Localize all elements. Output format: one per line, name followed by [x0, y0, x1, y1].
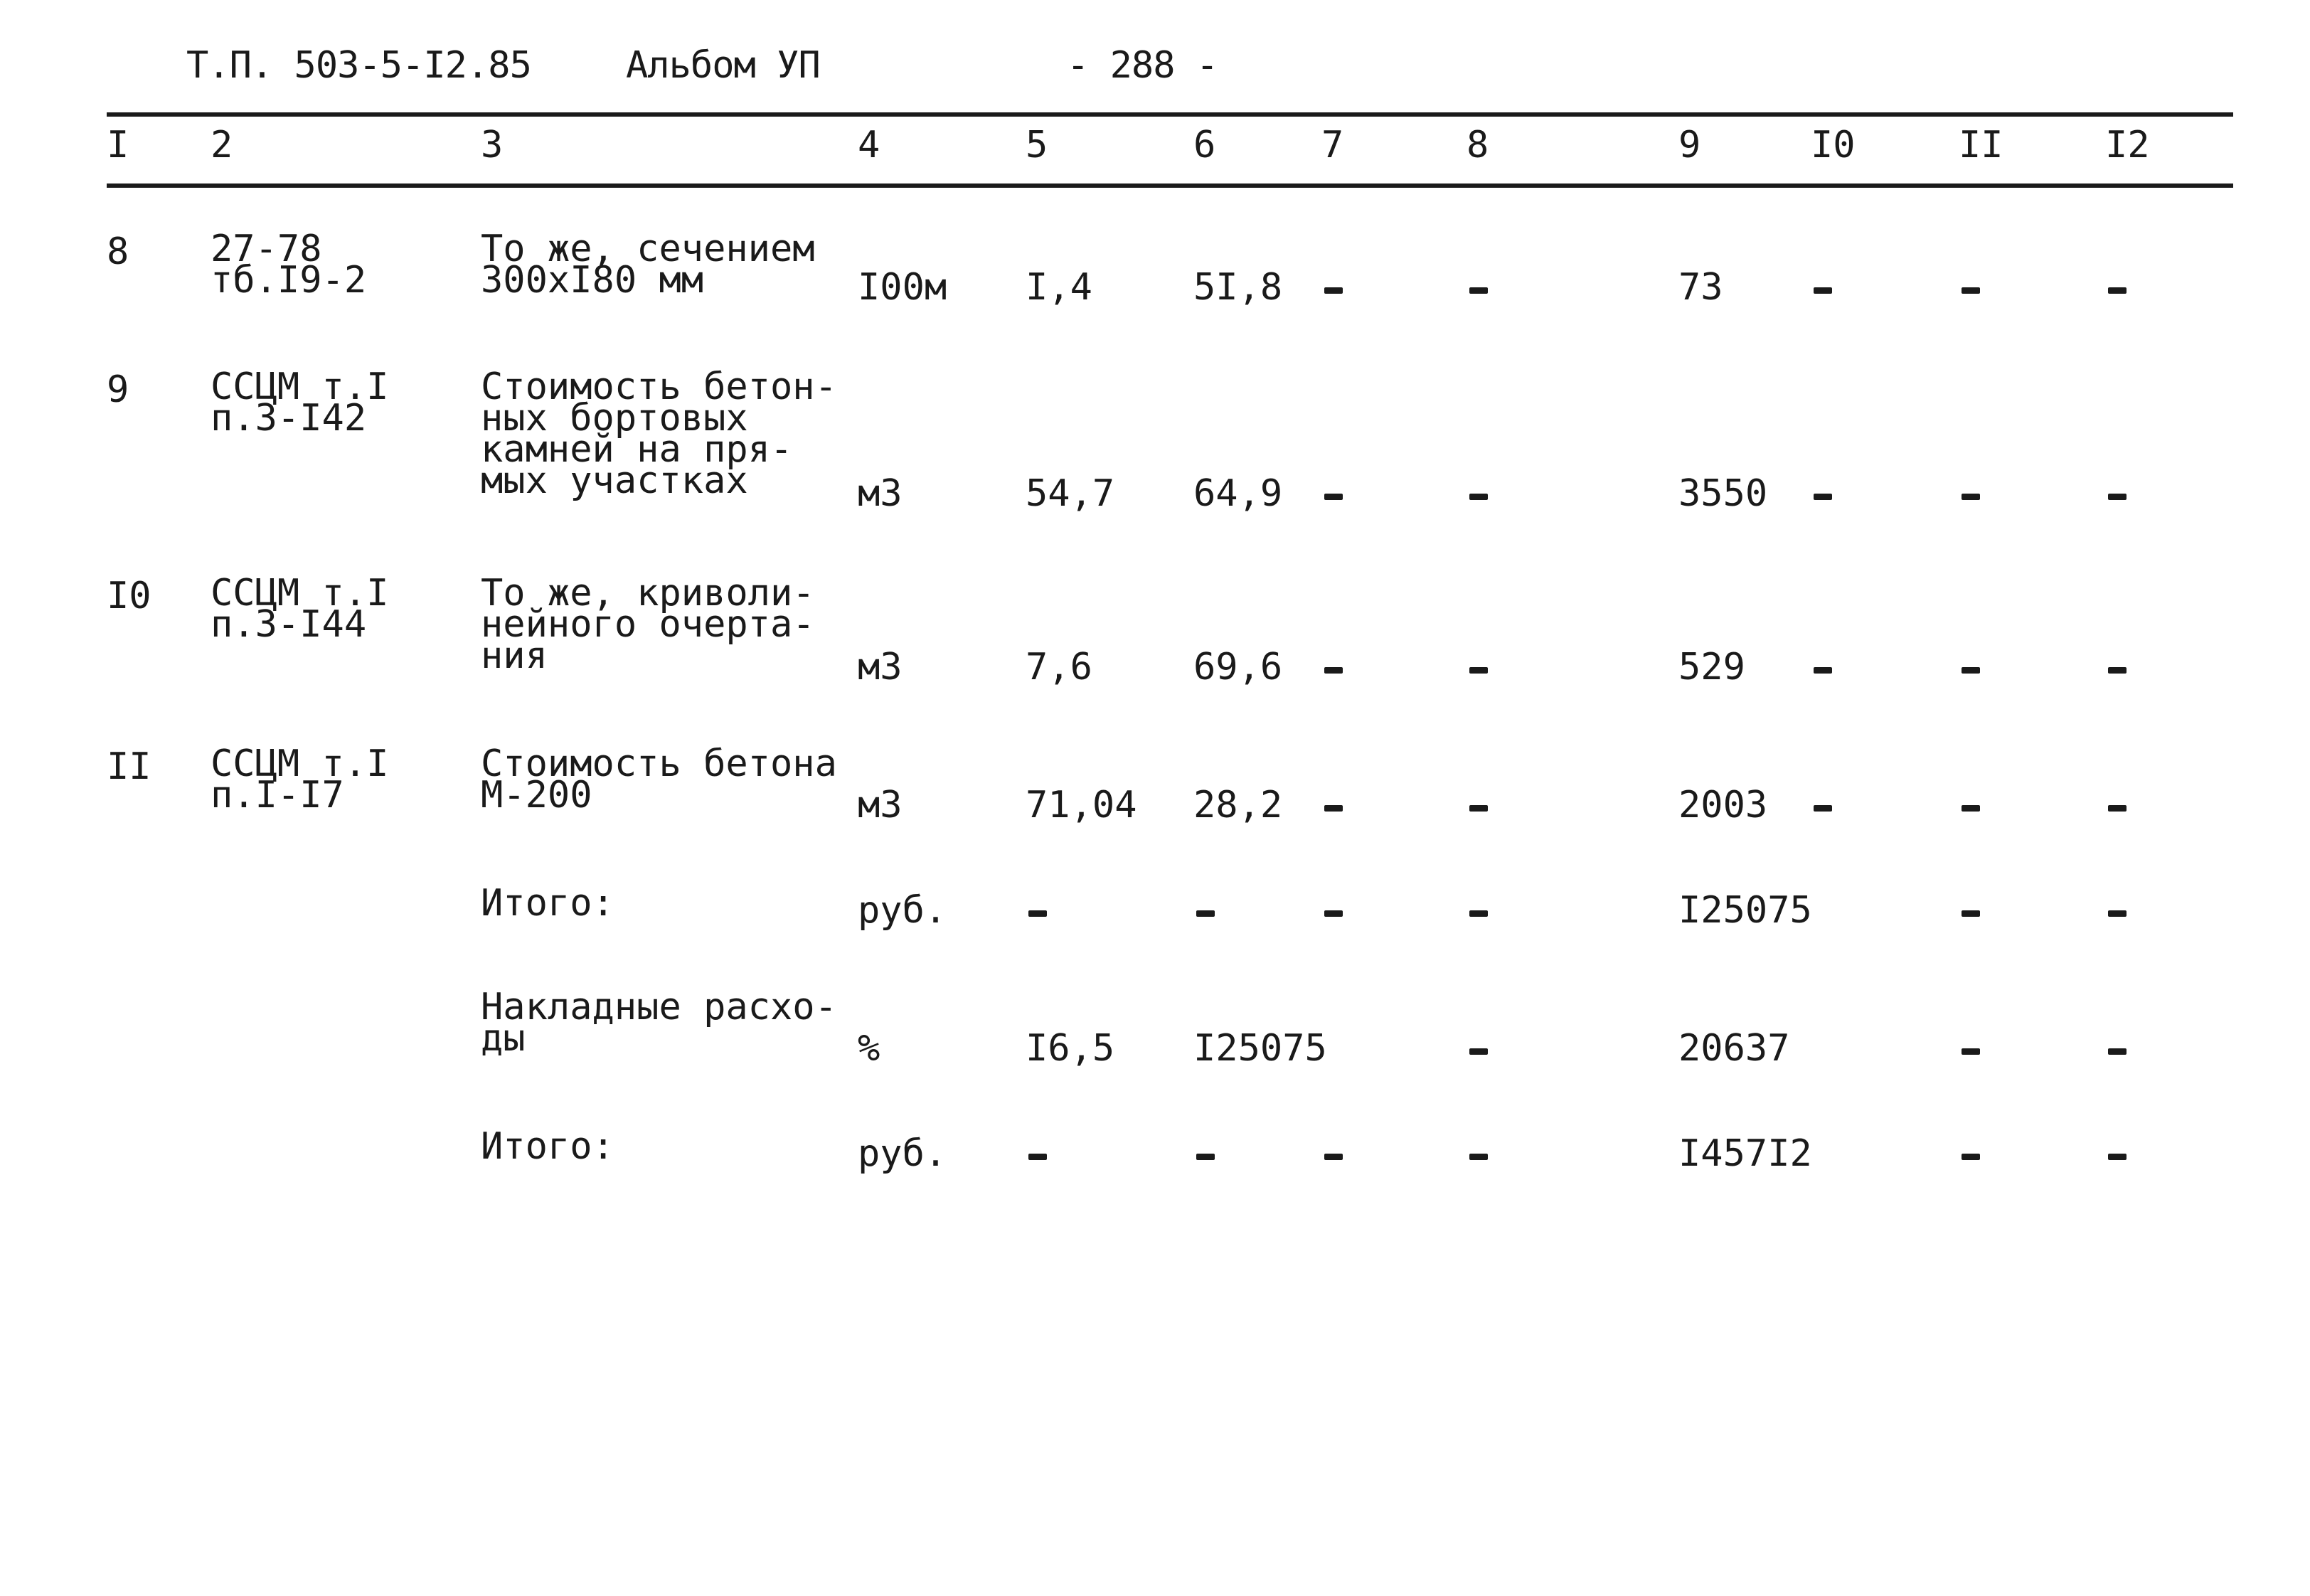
- row-quantity: 71,04: [1026, 784, 1137, 826]
- row-col10-dash: [1814, 667, 1832, 674]
- row-description: То же, криволи- нейного очерта- ния: [481, 572, 815, 677]
- column-number-11: II: [1959, 124, 2003, 166]
- row-col8-dash: [1469, 910, 1488, 917]
- page-number: - 288 -: [1067, 44, 1218, 87]
- row-col12-dash: [2108, 910, 2127, 917]
- column-number-4: 4: [858, 124, 880, 166]
- row-reference: 27-78 тб.I9-2: [211, 228, 367, 302]
- row-description: То же, сечением 300хI80 мм: [481, 228, 815, 302]
- row-unit-price-dash: [1196, 910, 1215, 917]
- row-col10-dash: [1814, 494, 1832, 500]
- row-quantity: 54,7: [1026, 472, 1115, 515]
- row-col12-dash: [2108, 805, 2127, 812]
- column-number-1: I: [107, 124, 129, 166]
- row-col11-dash: [1962, 494, 1980, 500]
- row-col7-dash: [1324, 287, 1343, 294]
- row-col12-dash: [2108, 667, 2127, 674]
- row-description: Накладные расхо- ды: [481, 986, 837, 1060]
- column-number-9: 9: [1678, 124, 1701, 166]
- row-col12-dash: [2108, 287, 2127, 294]
- row-total-cost: 3550: [1678, 472, 1768, 515]
- row-unit: м3: [858, 646, 903, 688]
- row-col12-dash: [2108, 494, 2127, 500]
- table-header-rule: [107, 183, 2233, 188]
- row-quantity: I,4: [1026, 266, 1092, 309]
- row-col8-dash: [1469, 287, 1488, 294]
- column-number-5: 5: [1026, 124, 1048, 166]
- row-col11-dash: [1962, 910, 1980, 917]
- row-total-cost: 2003: [1678, 784, 1768, 826]
- row-total-cost: I25075: [1678, 889, 1812, 932]
- row-col8-dash: [1469, 1048, 1488, 1055]
- row-unit: I00м: [858, 266, 947, 309]
- row-col7-dash: [1324, 910, 1343, 917]
- row-col7-dash: [1324, 1154, 1343, 1160]
- row-reference: ССЦМ т.I п.3-I44: [211, 572, 389, 646]
- row-col8-dash: [1469, 667, 1488, 674]
- row-unit-price: I25075: [1193, 1027, 1327, 1070]
- row-quantity: 7,6: [1026, 646, 1092, 688]
- row-col11-dash: [1962, 667, 1980, 674]
- row-col11-dash: [1962, 805, 1980, 812]
- row-col11-dash: [1962, 1154, 1980, 1160]
- row-total-cost: 20637: [1678, 1027, 1790, 1070]
- row-col7-dash: [1324, 494, 1343, 500]
- column-number-3: 3: [481, 124, 504, 166]
- row-description: Стоимость бетон- ных бортовых камней на пря- мых участках: [481, 366, 837, 502]
- row-unit: м3: [858, 472, 903, 515]
- row-unit-price: 28,2: [1193, 784, 1283, 826]
- row-unit: руб.: [858, 889, 947, 932]
- row-col11-dash: [1962, 287, 1980, 294]
- column-number-10: I0: [1811, 124, 1856, 166]
- row-total-cost: 73: [1678, 266, 1723, 309]
- row-quantity-dash: [1028, 1154, 1047, 1160]
- row-reference: ССЦМ т.I п.I-I7: [211, 743, 389, 816]
- row-total-cost: 529: [1678, 646, 1745, 688]
- row-col8-dash: [1469, 805, 1488, 812]
- row-col8-dash: [1469, 1154, 1488, 1160]
- row-unit: %: [858, 1027, 880, 1070]
- row-description: Итого:: [481, 882, 614, 925]
- table-top-rule: [107, 112, 2233, 117]
- row-col7-dash: [1324, 805, 1343, 812]
- row-quantity: I6,5: [1026, 1027, 1115, 1070]
- row-description: Итого:: [481, 1125, 614, 1168]
- album-label: Альбом УП: [626, 44, 820, 87]
- row-col7-dash: [1324, 667, 1343, 674]
- row-number: II: [107, 745, 151, 788]
- row-col12-dash: [2108, 1048, 2127, 1055]
- column-number-6: 6: [1193, 124, 1216, 166]
- row-number: I0: [107, 575, 151, 617]
- row-unit-price: 64,9: [1193, 472, 1283, 515]
- row-number: 8: [107, 230, 129, 273]
- row-number: 9: [107, 368, 129, 411]
- row-total-cost: I457I2: [1678, 1132, 1812, 1175]
- row-col8-dash: [1469, 494, 1488, 500]
- row-unit-price: 5I,8: [1193, 266, 1283, 309]
- column-number-12: I2: [2105, 124, 2150, 166]
- column-number-7: 7: [1321, 124, 1344, 166]
- row-unit: руб.: [858, 1132, 947, 1175]
- row-col12-dash: [2108, 1154, 2127, 1160]
- row-quantity-dash: [1028, 910, 1047, 917]
- document-code: Т.П. 503-5-I2.85: [186, 44, 531, 87]
- column-number-2: 2: [211, 124, 233, 166]
- row-unit: м3: [858, 784, 903, 826]
- row-col10-dash: [1814, 287, 1832, 294]
- row-description: Стоимость бетона М-200: [481, 743, 837, 816]
- row-reference: ССЦМ т.I п.3-I42: [211, 366, 389, 440]
- row-col10-dash: [1814, 805, 1832, 812]
- row-unit-price: 69,6: [1193, 646, 1283, 688]
- row-unit-price-dash: [1196, 1154, 1215, 1160]
- row-col11-dash: [1962, 1048, 1980, 1055]
- column-number-8: 8: [1467, 124, 1489, 166]
